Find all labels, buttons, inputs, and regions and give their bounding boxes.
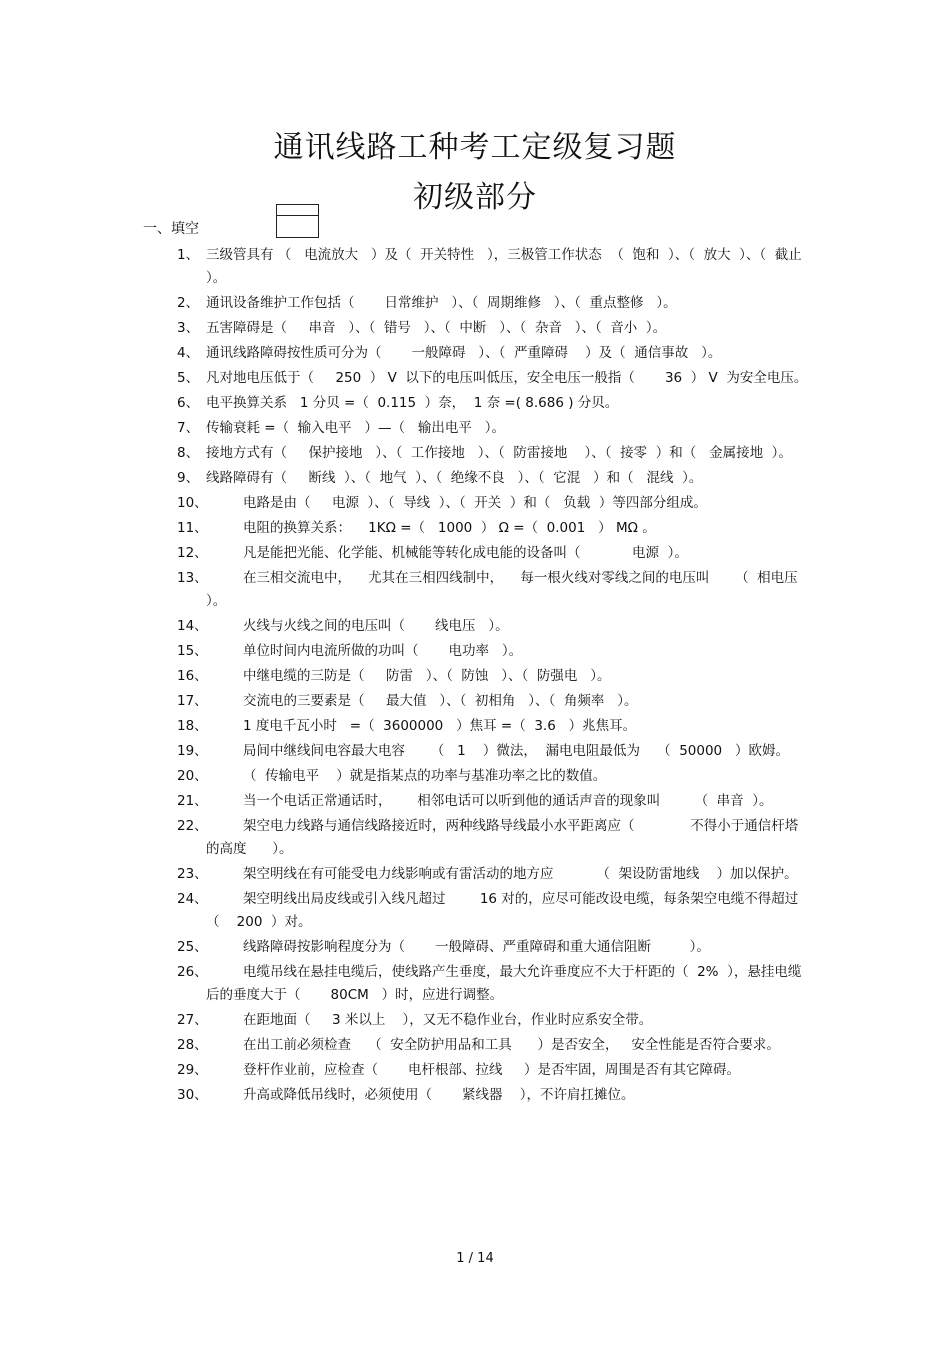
item-number: 8、 (177, 445, 200, 461)
item-number: 22、 (177, 818, 208, 834)
list-item (0, 715, 950, 738)
section-heading: 一、填空 (143, 221, 199, 237)
item-text: 局间中继线间电容最大电容 （ 1 ）微法， 漏电电阻最低为 （ 50000 ）欧姆。 (243, 743, 790, 759)
item-text: 三级管具有 （ 电流放大 ）及（ 开关特性 ），三极管工作状态 （ 饱和 ）、（ 放大 ）、（ 截止 ）。 (206, 247, 811, 286)
list-item (0, 244, 950, 290)
item-text: 在三相交流电中， 尤其在三相四线制中， 每一根火线对零线之间的电压叫 （ 相电压 ）。 (206, 570, 807, 609)
list-item (0, 467, 950, 490)
page-number: 1 / 14 (456, 1251, 494, 1266)
item-number: 14、 (177, 618, 208, 634)
list-item (0, 640, 950, 663)
item-text: 电平换算关系 1 分贝 =（ 0.115 ）奈， 1 奈 =( 8.686 ) 分贝。 (206, 395, 619, 411)
list-item (0, 342, 950, 365)
list-item (0, 317, 950, 340)
item-number: 11、 (177, 520, 208, 536)
item-number: 16、 (177, 668, 208, 684)
item-number: 30、 (177, 1087, 208, 1103)
item-number: 5、 (177, 370, 200, 386)
list-item (0, 1084, 950, 1107)
list-item (0, 790, 950, 813)
item-number: 7、 (177, 420, 200, 436)
item-text: 线路障碍按影响程度分为（ 一般障碍、严重障碍和重大通信阻断 ）。 (243, 939, 710, 955)
list-item (0, 442, 950, 465)
list-item (0, 888, 950, 934)
item-number: 23、 (177, 866, 208, 882)
item-text: 电路是由（ 电源 ）、（ 导线 ）、（ 开关 ）和（ 负载 ）等四部分组成。 (243, 495, 707, 511)
item-text: 1 度电千瓦小时 =（ 3600000 ）焦耳 =（ 3.6 ）兆焦耳。 (243, 718, 637, 734)
item-text: 电阻的换算关系： 1KΩ =（ 1000 ） Ω =（ 0.001 ） MΩ 。 (243, 520, 656, 536)
item-number: 26、 (177, 964, 208, 980)
item-number: 12、 (177, 545, 208, 561)
item-text: 当一个电话正常通话时， 相邻电话可以听到他的通话声音的现象叫 （ 串音 ）。 (243, 793, 773, 809)
item-number: 2、 (177, 295, 200, 311)
list-item (0, 690, 950, 713)
item-text: 五害障碍是（ 串音 ）、（ 错号 ）、（ 中断 ）、（ 杂音 ）、（ 音小 ）。 (206, 320, 667, 336)
item-text: 通讯线路障碍按性质可分为（ 一般障碍 ）、（ 严重障碍 ）及（ 通信事故 ）。 (206, 345, 722, 361)
list-item (0, 1009, 950, 1032)
list-item (0, 542, 950, 565)
item-text: 在出工前必须检查 （ 安全防护用品和工具 ）是否安全， 安全性能是否符合要求。 (243, 1037, 780, 1053)
item-number: 29、 (177, 1062, 208, 1078)
item-text: 火线与火线之间的电压叫（ 线电压 ）。 (243, 618, 509, 634)
item-text: 通讯设备维护工作包括（ 日常维护 ）、（ 周期维修 ）、（ 重点整修 ）。 (206, 295, 677, 311)
list-item (0, 665, 950, 688)
item-text: 传输衰耗 =（ 输入电平 ）—（ 输出电平 ）。 (206, 420, 506, 436)
item-text: 凡对地电压低于（ 250 ） V 以下的电压叫低压，安全电压一般指（ 36 ） V 为安全电压。 (206, 370, 808, 386)
list-item (0, 863, 950, 886)
item-number: 21、 (177, 793, 208, 809)
item-text: 线路障碍有（ 断线 ）、（ 地气 ）、（ 绝缘不良 ）、（ 它混 ）和（ 混线 ）。 (206, 470, 703, 486)
list-item (0, 815, 950, 861)
item-number: 19、 (177, 743, 208, 759)
form-box (276, 204, 319, 238)
item-number: 27、 (177, 1012, 208, 1028)
item-text: 升高或降低吊线时，必须使用（ 紧线器 ），不许肩扛摊位。 (243, 1087, 635, 1103)
list-item (0, 492, 950, 515)
item-number: 3、 (177, 320, 200, 336)
document-subtitle: 初级部分 (413, 180, 537, 215)
item-number: 24、 (177, 891, 208, 907)
list-item (0, 567, 950, 613)
item-text: 交流电的三要素是（ 最大值 ）、（ 初相角 ）、（ 角频率 ）。 (243, 693, 638, 709)
item-number: 13、 (177, 570, 208, 586)
item-number: 20、 (177, 768, 208, 784)
item-text: 接地方式有（ 保护接地 ）、（ 工作接地 ）、（ 防雷接地 ）、（ 接零 ）和（ 金属接地 ）。 (206, 445, 792, 461)
list-item (0, 765, 950, 788)
list-item (0, 367, 950, 390)
item-text: （ 传输电平 ）就是指某点的功率与基准功率之比的数值。 (243, 768, 607, 784)
item-text: 中继电缆的三防是（ 防雷 ）、（ 防蚀 ）、（ 防强电 ）。 (243, 668, 611, 684)
item-number: 15、 (177, 643, 208, 659)
list-item (0, 936, 950, 959)
list-item (0, 417, 950, 440)
item-text: 架空明线在有可能受电力线影响或有雷活动的地方应 （ 架设防雷地线 ）加以保护。 (243, 866, 798, 882)
list-item (0, 1059, 950, 1082)
item-number: 6、 (177, 395, 200, 411)
item-number: 4、 (177, 345, 200, 361)
item-number: 10、 (177, 495, 208, 511)
list-item (0, 292, 950, 315)
list-item (0, 517, 950, 540)
item-text: 登杆作业前，应检查（ 电杆根部、拉线 ）是否牢固，周围是否有其它障碍。 (243, 1062, 740, 1078)
list-item (0, 1034, 950, 1057)
item-number: 1、 (177, 247, 200, 263)
document-title: 通讯线路工种考工定级复习题 (273, 130, 677, 165)
item-text: 单位时间内电流所做的功叫（ 电功率 ）。 (243, 643, 523, 659)
item-number: 9、 (177, 470, 200, 486)
item-text: 电缆吊线在悬挂电缆后，使线路产生垂度，最大允许垂度应不大于杆距的（ 2% ），悬挂电缆后的垂度大于（ 80CM ）时，应进行调整。 (206, 964, 802, 1003)
list-item (0, 392, 950, 415)
item-number: 25、 (177, 939, 208, 955)
item-text: 凡是能把光能、化学能、机械能等转化成电能的设备叫（ 电源 ）。 (243, 545, 688, 561)
question-list (0, 244, 950, 1109)
item-number: 28、 (177, 1037, 208, 1053)
list-item (0, 961, 950, 1007)
item-number: 17、 (177, 693, 208, 709)
item-text: 架空电力线路与通信线路接近时，两种线路导线最小水平距离应（ 不得小于通信杆塔的高度 ）。 (206, 818, 799, 857)
item-number: 18、 (177, 718, 208, 734)
item-text: 架空明线出局皮线或引入线凡超过 16 对的，应尽可能改设电缆，每条架空电缆不得超过（ 200 ）对。 (206, 891, 799, 930)
list-item (0, 615, 950, 638)
item-text: 在距地面（ 3 米以上 ），又无不稳作业台，作业时应系安全带。 (243, 1012, 653, 1028)
list-item (0, 740, 950, 763)
